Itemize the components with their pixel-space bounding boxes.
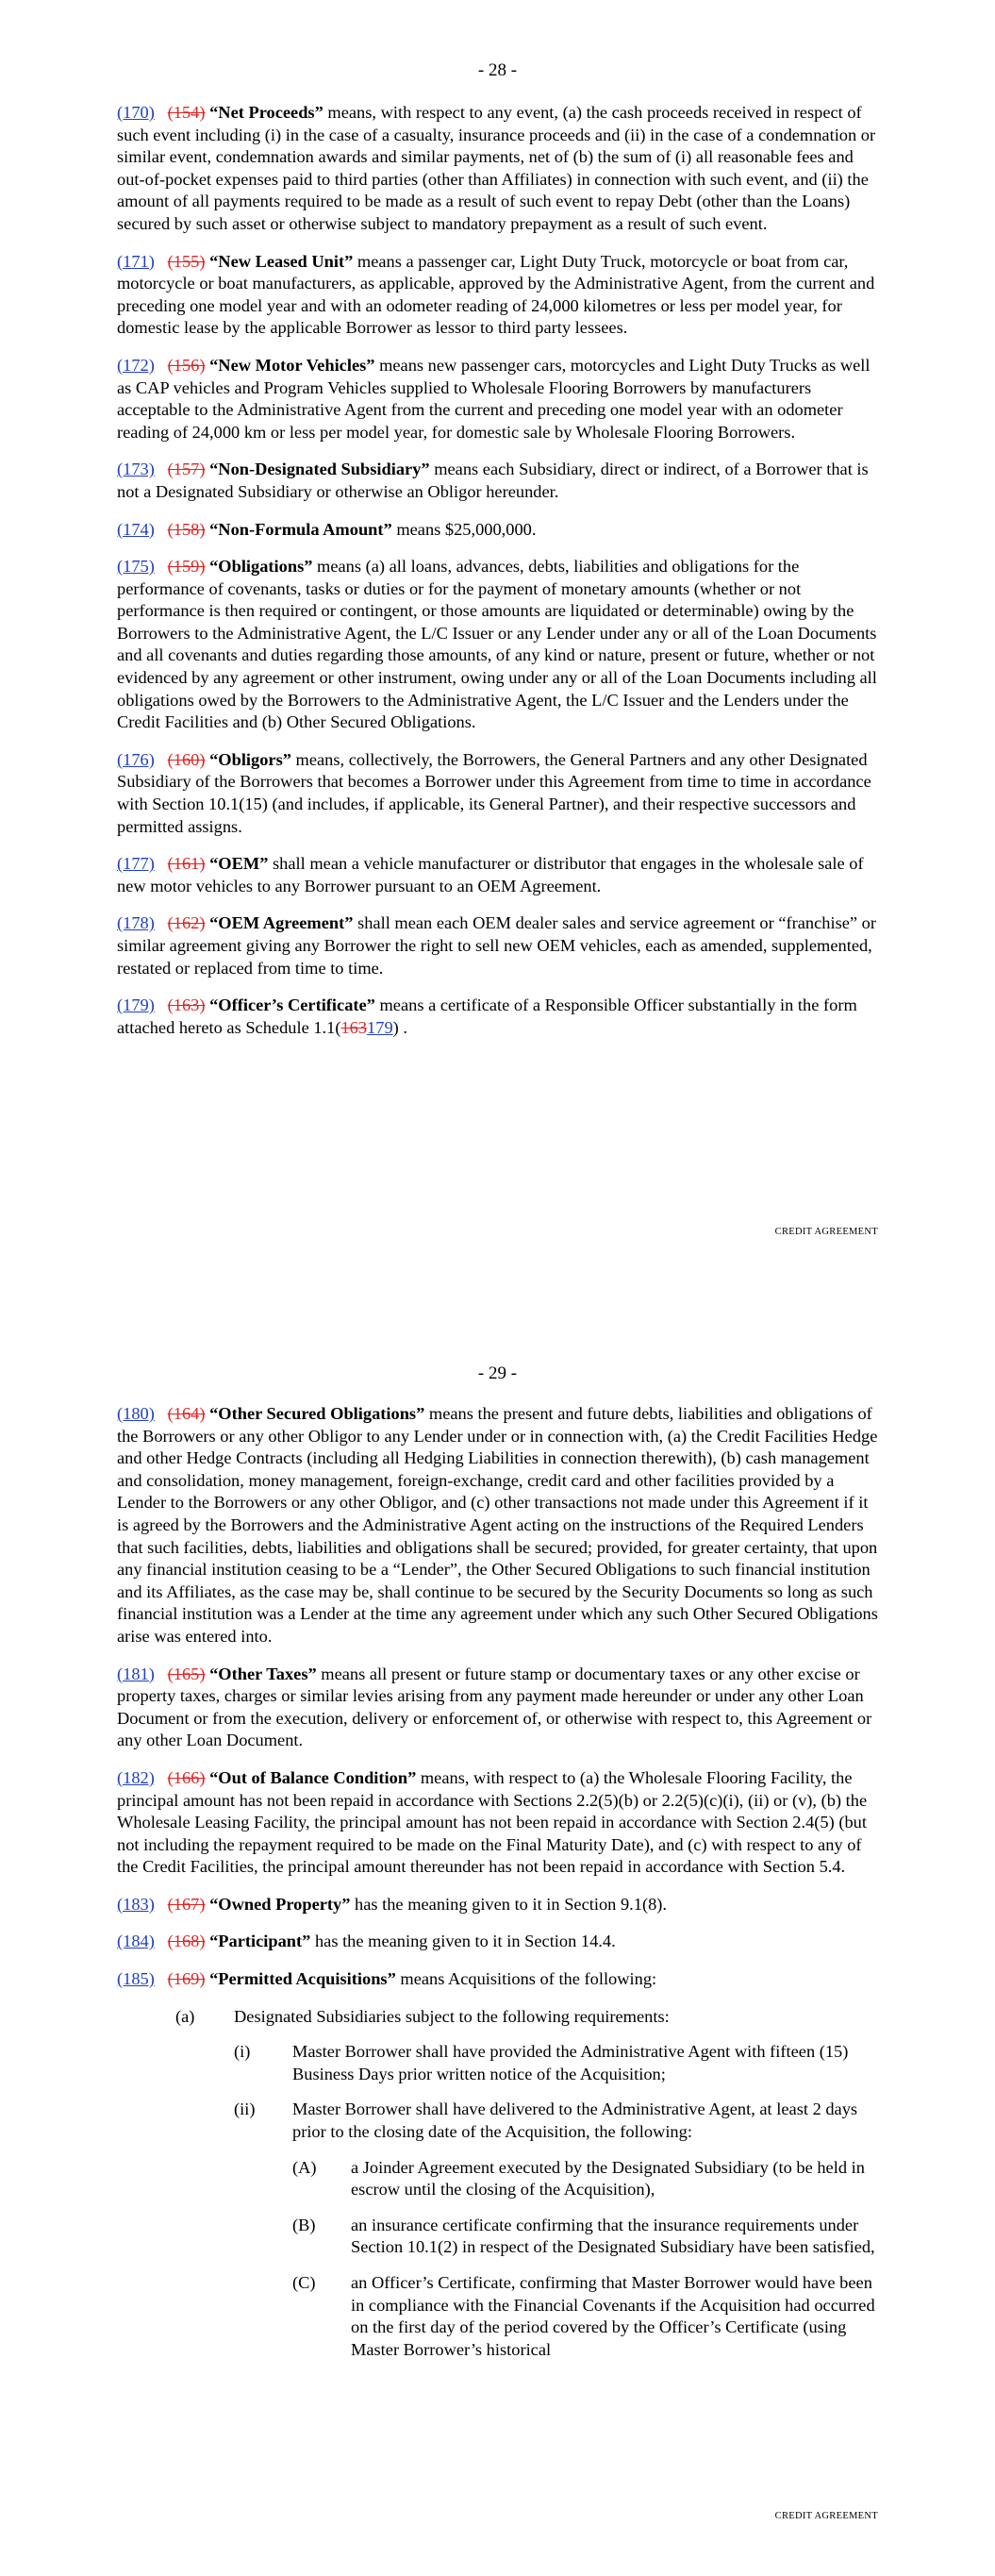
- page-number: - 28 -: [477, 60, 518, 80]
- defined-term: “New Leased Unit”: [209, 251, 354, 271]
- footer-label: CREDIT AGREEMENT: [774, 2511, 878, 2521]
- deleted-number: (166): [167, 1767, 206, 1787]
- deleted-number: (159): [167, 557, 206, 577]
- deleted-number: (167): [167, 1894, 206, 1914]
- clause-i: [234, 2041, 883, 2085]
- clause-label: (A): [292, 2157, 317, 2177]
- definition-text: means a certificate of a Responsible Officer substantially in the form attached hereto as Schedule 1.1(: [117, 995, 857, 1037]
- clause-label: (i): [234, 2042, 251, 2062]
- definition-number-link[interactable]: (178): [117, 913, 155, 933]
- definition: [117, 355, 883, 443]
- definition: [117, 519, 883, 542]
- defined-term: “Owned Property”: [209, 1894, 351, 1914]
- defined-term: “Other Secured Obligations”: [209, 1404, 425, 1423]
- clause-ii: [234, 2099, 883, 2143]
- clause-label: (B): [292, 2215, 316, 2234]
- definition-text: has the meaning given to it in Section 14.4.: [310, 1932, 616, 1951]
- defined-term: “Obligations”: [209, 557, 313, 577]
- defined-term: “Participant”: [209, 1932, 311, 1951]
- defined-term: “Non-Designated Subsidiary”: [209, 460, 430, 479]
- definition: [117, 1894, 883, 1916]
- definition-text: means, with respect to (a) the Wholesale Flooring Facility, the principal amount has not been repaid in accordance with Sections 2.2(5)(b) or 2.2(5)(c)(i), (ii) or (v), (b) the Wholesale Leasing Facility, the principal amount has not been repaid in accordance with Section 2.4(5) (but not including the repayment required to be made on the Final Maturity Date), and (c) with respect to any of the Credit Facilities, the principal amount thereunder has not been repaid in accordance with Section 5.4.: [117, 1767, 868, 1877]
- definition-text: means $25,000,000.: [391, 519, 537, 539]
- deleted-number: (161): [167, 854, 206, 874]
- definition-text: means a passenger car, Light Duty Truck, motorcycle or boat from car, motorcycle or boat manufacturers, as applicable, approved by the Administrative Agent, from the current and preceding one model year and with an odometer reading of 24,000 kilometres or less per model year, for domestic lease by the applicable Borrower as lessor to third party lessees.: [117, 251, 875, 338]
- definition-text: means Acquisitions of the following:: [395, 1969, 657, 1989]
- clause-label: (C): [292, 2273, 316, 2292]
- page-29: [0, 1288, 995, 2576]
- clause-text: an insurance certificate confirming that the insurance requirements under Section 10.1(2) in respect of the Designated Subsidiary have been satisfied,: [351, 2215, 875, 2257]
- definition-number-link[interactable]: (185): [117, 1969, 155, 1989]
- definition-text-tail: ) .: [392, 1017, 407, 1037]
- clause-C: [292, 2272, 883, 2361]
- deleted-number: (163): [167, 995, 206, 1015]
- definition-number-link[interactable]: (181): [117, 1664, 155, 1683]
- defined-term: “Non-Formula Amount”: [209, 519, 392, 539]
- definition-number-link[interactable]: (184): [117, 1932, 155, 1951]
- definitions-list: [117, 102, 883, 979]
- page-body: [117, 102, 883, 1054]
- defined-term: “Obligors”: [209, 749, 291, 769]
- definition-number-link[interactable]: (175): [117, 557, 155, 577]
- definition-text: means, collectively, the Borrowers, the General Partners and any other Designated Subsidiary of the Borrowers that becomes a Borrower under this Agreement from time to time in accordance with Section 10.1(15) (and includes, if applicable, its General Partner), and their respective successors and permitted assigns.: [117, 749, 871, 836]
- definition-text: means (a) all loans, advances, debts, liabilities and obligations for the performance of covenants, tasks or duties or for the payment of monetary amounts (whether or not performance is then required or contingent, or those amounts are liquidated or determinable) owing by the Borrowers to the Administrative Agent, the L/C Issuer or any Lender under any or all of the Loan Documents and all covenants and duties regarding those amounts, of any kind or nature, present or future, whether or not evidenced by any agreement or other instrument, owing under any or all of the Loan Documents including all obligations owed by the Borrowers to the Administrative Agent, the L/C Issuer and the Lenders under the Credit Facilities and (b) Other Secured Obligations.: [117, 557, 877, 732]
- defined-term: “Out of Balance Condition”: [209, 1767, 417, 1787]
- deleted-reference: 163: [340, 1017, 368, 1037]
- page-number: - 29 -: [477, 1363, 518, 1383]
- clause-B: [292, 2215, 883, 2259]
- definition: [117, 459, 883, 503]
- definition-number-link[interactable]: (177): [117, 854, 155, 874]
- deleted-number: (169): [167, 1969, 206, 1989]
- definition-text: shall mean a vehicle manufacturer or distributor that engages in the wholesale sale of new motor vehicles to any Borrower pursuant to an OEM Agreement.: [117, 854, 864, 895]
- clause-text: a Joinder Agreement executed by the Designated Subsidiary (to be held in escrow until the closing of the Acquisition),: [351, 2157, 865, 2200]
- deleted-number: (156): [167, 355, 206, 375]
- definition-text: means each Subsidiary, direct or indirect, of a Borrower that is not a Designated Subsidiary or otherwise an Obligor hereunder.: [117, 460, 869, 501]
- deleted-number: (154): [167, 103, 206, 122]
- definition: [117, 1767, 883, 1879]
- inserted-reference[interactable]: 179: [367, 1017, 393, 1037]
- definition-number-link[interactable]: (170): [117, 103, 155, 122]
- definition-officers-certificate: [117, 995, 883, 1039]
- deleted-number: (168): [167, 1932, 206, 1951]
- definition: [117, 853, 883, 897]
- definition: [117, 251, 883, 340]
- definition-text: means, with respect to any event, (a) the cash proceeds received in respect of such event including (i) in the case of a casualty, insurance proceeds and (ii) in the case of a condemnation or similar event, condemnation awards and similar payments, net of (b) the sum of (i) all reasonable fees and out-of-pocket expenses paid to third parties (other than Affiliates) in connection with such event, and (ii) the amount of all payments required to be made as a result of such event to repay Debt (other than the Loans) secured by such asset or otherwise subject to mandatory prepayment as a result of such event.: [117, 103, 876, 233]
- definition: [117, 102, 883, 236]
- definition-number-link[interactable]: (173): [117, 460, 155, 479]
- deleted-number: (158): [167, 519, 206, 539]
- deleted-number: (155): [167, 251, 206, 271]
- definition-number-link[interactable]: (183): [117, 1894, 155, 1914]
- definition: [117, 1931, 883, 1953]
- clause-text: Master Borrower shall have delivered to the Administrative Agent, at least 2 days prior to the closing date of the Acquisition, the following:: [292, 2099, 858, 2142]
- deleted-number: (157): [167, 460, 206, 479]
- definitions-list: [117, 1403, 883, 1991]
- deleted-number: (162): [167, 913, 206, 933]
- definition-text: shall mean each OEM dealer sales and service agreement or “franchise” or similar agreement giving any Borrower the right to sell new OEM vehicles, each as amended, supplemented, restated or replaced from time to time.: [117, 913, 876, 978]
- definition-number-link[interactable]: (182): [117, 1767, 155, 1787]
- definition-text: has the meaning given to it in Section 9.1(8).: [350, 1894, 667, 1914]
- defined-term: “Other Taxes”: [209, 1664, 317, 1683]
- definition-text: means new passenger cars, motorcycles and Light Duty Trucks as well as CAP vehicles and Program Vehicles supplied to Wholesale Flooring Borrowers by manufacturers acceptable to the Administrative Agent from the current and preceding one model year with an odometer reading of 24,000 km or less per model year, for domestic sale by Wholesale Flooring Borrowers.: [117, 355, 871, 442]
- clause-a: [175, 2006, 883, 2029]
- clause-text: Master Borrower shall have provided the Administrative Agent with fifteen (15) Business Days prior written notice of the Acquisition;: [292, 2042, 849, 2083]
- defined-term: “Permitted Acquisitions”: [209, 1969, 396, 1989]
- definition: [117, 1968, 883, 1991]
- clause-label: (ii): [234, 2099, 256, 2119]
- definition-text: means all present or future stamp or documentary taxes or any other excise or property taxes, charges or similar levies arising from any payment made hereunder or under any other Loan Document or from the execution, delivery or enforcement of, or otherwise with respect to, this Agreement or any other Loan Document.: [117, 1664, 872, 1750]
- deleted-number: (165): [167, 1664, 206, 1683]
- definition-number-link[interactable]: (172): [117, 355, 155, 375]
- definition-number-link[interactable]: (174): [117, 519, 155, 539]
- page-body: [117, 1403, 883, 2374]
- clause-A: [292, 2157, 883, 2201]
- definition-text: means the present and future debts, liabilities and obligations of the Borrowers or any other Obligor to any Lender under or in connection with, (a) the Credit Facilities Hedge and other Hedge Contracts (including all Hedging Liabilities in connection therewith), (b) cash management and consolidation, money management, foreign-exchange, credit card and other facilities provided by a Lender to the Borrowers or any other Obligor, and (c) other transactions not made under this Agreement if it is agreed by the Borrowers and the Administrative Agent acting on the instructions of the Required Lenders that such facilities, debts, liabilities and obligations shall be secured; provided, for greater certainty, that upon any financial institution ceasing to be a “Lender”, the Other Secured Obligations to such financial institution and its Affiliates, as the case may be, shall continue to be secured by the Security Documents so long as such financial institution was a Lender at the time any agreement under which any such Other Secured Obligations arise was entered into.: [117, 1404, 878, 1646]
- defined-term: “OEM”: [209, 854, 269, 874]
- clause-text: an Officer’s Certificate, confirming that Master Borrower would have been in compliance with the Financial Covenants if the Acquisition had occurred on the first day of the period covered by the Officer’s Certificate (using Master Borrower’s historical: [351, 2273, 875, 2359]
- clause-label: (a): [175, 2006, 195, 2026]
- definition-number-link[interactable]: (171): [117, 251, 155, 271]
- defined-term: “Net Proceeds”: [209, 103, 323, 122]
- defined-term: “Officer’s Certificate”: [209, 995, 375, 1015]
- definition: [117, 912, 883, 979]
- deleted-number: (160): [167, 749, 206, 769]
- definition-number-link[interactable]: (176): [117, 749, 155, 769]
- definition: [117, 749, 883, 838]
- clause-text: Designated Subsidiaries subject to the following requirements:: [234, 2006, 670, 2026]
- definition-number-link[interactable]: (179): [117, 995, 155, 1015]
- definition-number-link[interactable]: (180): [117, 1404, 155, 1423]
- defined-term: “OEM Agreement”: [209, 913, 354, 933]
- deleted-number: (164): [167, 1404, 206, 1423]
- definition: [117, 556, 883, 734]
- definition: [117, 1403, 883, 1648]
- footer-label: CREDIT AGREEMENT: [774, 1227, 878, 1237]
- defined-term: “New Motor Vehicles”: [209, 355, 375, 375]
- definition: [117, 1664, 883, 1752]
